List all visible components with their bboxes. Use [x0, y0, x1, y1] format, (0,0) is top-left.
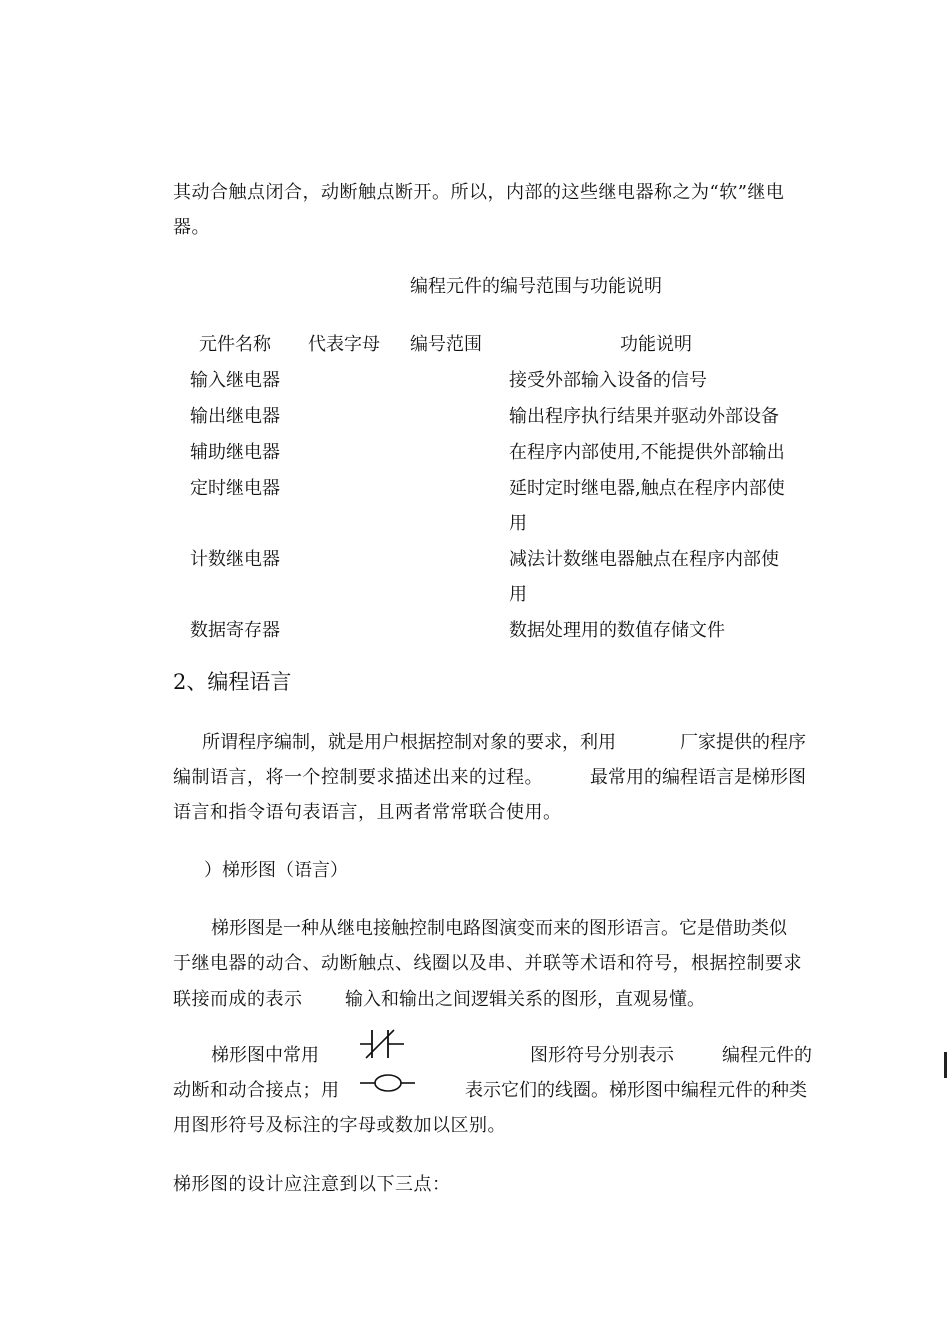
- table-row-desc: 延时定时继电器,触点在程序内部使: [509, 478, 785, 499]
- table-row-name: 定时继电器: [190, 478, 280, 499]
- para1-line2b: 最常用的编程语言是梯形图: [590, 767, 806, 788]
- page-edge-mark: [944, 1052, 947, 1078]
- para1-line3: 语言和指令语句表语言，且两者常常联合使用。: [173, 802, 562, 823]
- intro-line-1: 其动合触点闭合，动断触点断开。所以，内部的这些继电器称之为“软”继电: [173, 182, 785, 203]
- table-title: 编程元件的编号范围与功能说明: [410, 276, 662, 297]
- intro-line-2: 器。: [173, 217, 210, 238]
- para1-line1b: 厂家提供的程序: [680, 732, 806, 753]
- table-row-desc: 减法计数继电器触点在程序内部使: [509, 549, 779, 570]
- para2-line3a: 联接而成的表示: [173, 989, 303, 1010]
- para3-line1a: 梯形图中常用: [211, 1045, 319, 1066]
- para2-line2: 于继电器的动合、动断触点、线圈以及串、并联等术语和符号，根据控制要求: [173, 953, 802, 974]
- contact-symbol-icon: [358, 1026, 410, 1062]
- table-header-letter: 代表字母: [308, 334, 380, 355]
- design-notes-intro: 梯形图的设计应注意到以下三点：: [173, 1174, 451, 1195]
- section-heading: 2、编程语言: [173, 670, 292, 694]
- table-header-name: 元件名称: [199, 334, 271, 355]
- table-row-desc: 输出程序执行结果并驱动外部设备: [509, 406, 779, 427]
- table-row-name: 输入继电器: [190, 370, 280, 391]
- table-header-function: 功能说明: [620, 334, 692, 355]
- para3-line2b: 表示它们的线圈。梯形图中编程元件的种类: [465, 1080, 807, 1101]
- table-row-name: 数据寄存器: [190, 620, 280, 641]
- table-row-name: 辅助继电器: [190, 442, 280, 463]
- para3-line1b: 图形符号分别表示: [530, 1045, 674, 1066]
- table-row-desc: 数据处理用的数值存储文件: [509, 620, 725, 641]
- table-row-desc-cont: 用: [509, 584, 527, 605]
- para3-line1c: 编程元件的: [722, 1045, 812, 1066]
- table-row-name: 计数继电器: [190, 549, 280, 570]
- para2-line3b: 输入和输出之间逻辑关系的图形，直观易懂。: [345, 989, 705, 1010]
- subsection-heading: ）梯形图（语言）: [204, 860, 348, 881]
- table-row-desc-cont: 用: [509, 513, 527, 534]
- coil-symbol-icon: [358, 1072, 418, 1094]
- para2-line1: 梯形图是一种从继电接触控制电路图演变而来的图形语言。它是借助类似: [211, 918, 787, 939]
- table-row-name: 输出继电器: [190, 406, 280, 427]
- para1-line2a: 编制语言，将一个控制要求描述出来的过程。: [173, 767, 543, 788]
- para3-line3: 用图形符号及标注的字母或数加以区别。: [173, 1115, 506, 1136]
- table-row-desc: 在程序内部使用,不能提供外部输出: [509, 442, 785, 463]
- para1-line1a: 所谓程序编制，就是用户根据控制对象的要求，利用: [202, 732, 616, 753]
- para3-line2a: 动断和动合接点；用: [173, 1080, 340, 1101]
- table-header-range: 编号范围: [410, 334, 482, 355]
- table-row-desc: 接受外部输入设备的信号: [509, 370, 707, 391]
